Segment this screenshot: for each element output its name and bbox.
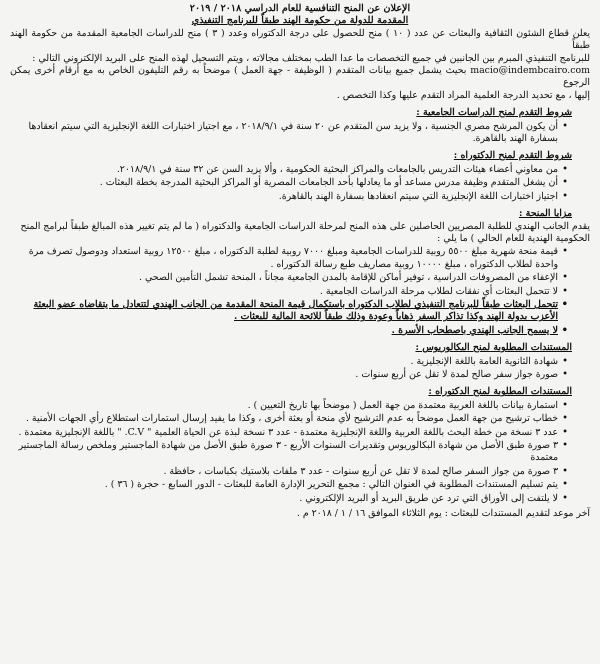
list-item: • أن يشغل المتقدم وظيفة مدرس مساعد أو ما يعادلها بأحد الجامعات المصرية أو المراكز البحثية المدرجة بخطة البعثات . (10, 177, 568, 189)
list-item: • تتحمل البعثات طبقاً للبرنامج التنفيذي لطلاب الدكتوراه باستكمال قيمة المنحة المقدمة من الجانب الهندي لتتعادل ما يتقاضاه عضو البعثة الأعزب بدولة الهند وكذا تذاكر السفر ذهاباً وعودة وذلك طبقاً للائحة المالية للبعثات . (10, 299, 568, 324)
contact-email[interactable]: macio@indembcairo.com (470, 65, 590, 77)
list-item: • اجتياز اختبارات اللغة الإنجليزية التي سيتم انعقادها بسفارة الهند بالقاهرة. (10, 191, 568, 203)
benefits-heading: مزايا المنحة : (518, 208, 572, 220)
benefits-intro: الحكومية الهندية للعام الحالي ) ما يلي : (437, 232, 590, 244)
intro-paragraph (10, 28, 590, 102)
phd-docs-heading: المستندات المطلوبة لمنح الدكتوراه : (428, 386, 572, 398)
list-item: • قيمة منحة شهرية مبلغ ٥٥٠٠ روبية للدراسات الجامعية ومبلغ ٧٠٠٠ روبية لطلبة الدكتوراه ، مبلغ ١٢٥٠٠ روبية استعداد ودوصول تصرف مرة واحدة لطلاب الدكتوراه ، مبلغ ١٠٠٠٠ روبية مصاريف طبع رسالة الدكتوراه . (10, 246, 568, 271)
list-item: • ٣ صورة من جواز السفر صالح لمدة لا تقل عن أربع سنوات - عدد ٣ ملفات بلاستيك بكباسات ، حافظة . (10, 466, 568, 478)
intro-line-text: بحيث يشمل جميع بيانات المتقدم ( الوظيفة - جهة العمل ) موضحاً به رقم التليفون الخاص به مع أرقام أخرى يمكن الرجوع (10, 65, 590, 89)
list-item: • الإعفاء من المصروفات الدراسية ، توفير أماكن للإقامة بالمدن الجامعية مجاناً ، المنحة تشمل التأمين الصحي . (10, 272, 568, 284)
benefits-list (10, 246, 590, 337)
undergrad-docs-list (10, 356, 590, 382)
list-item: • يتم تسليم المستندات المطلوبة في العنوان التالي : مجمع التحرير الإدارة العامة للبعثات - الدور السابع - حجرة ( ٣٦ ) . (10, 479, 568, 491)
benefits-intro: يقدم الجانب الهندي للطلبة المصريين الحاصلين على هذه المنح لمرحلة الدراسات الجامعية والدكتوراه ( ما لم يتم تغيير هذه المبالغ طبقاً لبرامج المنح (20, 220, 590, 232)
intro-line (10, 65, 590, 90)
list-item: • لا يلتفت إلى الأوراق التي ترد عن طريق البريد أو البريد الإلكتروني . (10, 493, 568, 505)
phd-conditions-list (10, 164, 590, 203)
list-item: • خطاب ترشيح من جهة العمل موضحاً به عدم الترشيح لأي منحة أو بعثة أخرى ، وكذا ما يفيد إرسال استمارات استطلاع رأي الجهات الأمنية . (10, 413, 568, 425)
undergrad-docs-heading: المستندات المطلوبة لمنح البكالوريوس : (415, 342, 572, 354)
list-item: • عدد ٣ نسخة من خطة البحث باللغة العربية واللغة الإنجليزية معتمدة - عدد ٣ نسخة لبذة عن الحياة العلمية " C.V. " باللغة الإنجليزية معتمدة . (10, 427, 568, 439)
list-item: • ٣ صورة طبق الأصل من شهادة البكالوريوس وتقديرات السنوات الأربع - ٣ صورة طبق الأصل من شهادة الماجستير وملخص رسالة الماجستير معتمدة (10, 440, 568, 465)
phd-docs-list (10, 400, 590, 505)
list-item: • من معاوني أعضاء هيئات التدريس بالجامعات والمراكز البحثية الحكومية ، وألا يزيد السن عن ٣٢ سنة في ٢٠١٨/٩/١. (10, 164, 568, 176)
undergrad-conditions-heading: شروط التقدم لمنح الدراسات الجامعية : (416, 107, 572, 119)
list-item: • لا تتحمل البعثات أي نفقات لطلاب مرحلة الدراسات الجامعية . (10, 286, 568, 298)
page-title: الإعلان عن المنح التنافسية للعام الدراسي ٢٠١٨ / ٢٠١٩ (189, 3, 411, 14)
intro-line: للبرنامج التنفيذي المبرم بين الجانبين في جميع التخصصات ما عدا الطب بمختلف مجالاته ، ويتم التسجيل لهذه المنح على البريد الإلكتروني التالي : (32, 52, 590, 64)
list-item: • لا يسمح الجانب الهندي باصطحاب الأسرة . (10, 325, 568, 337)
intro-line: يعلن قطاع الشئون الثقافية والبعثات عن عدد ( ١٠ ) منح للحصول على درجة الدكتوراه وعدد ( ٣ ) منح للدراسات الجامعية المقدمة من حكومة الهند طبقاً (10, 27, 590, 52)
undergrad-conditions-list (10, 121, 590, 146)
list-item: • صورة جواز سفر صالح لمدة لا تقل عن أربع سنوات . (10, 369, 568, 381)
phd-conditions-heading: شروط التقدم لمنح الدكتوراه : (453, 150, 572, 162)
list-item: • شهادة الثانوية العامة باللغة الإنجليزية . (10, 356, 568, 368)
list-item: • استمارة بيانات باللغة العربية معتمدة من جهة العمل ( موضحاً بها تاريخ التعيين ) . (10, 400, 568, 412)
intro-line: إليها ، مع تحديد الدرجة العلمية المراد التقدم عليها وكذا التخصص . (336, 89, 590, 101)
deadline-note: آخر موعد لتقديم المستندات للبعثات : يوم الثلاثاء الموافق ١٦ / ١ / ٢٠١٨ م . (296, 508, 590, 520)
list-item: • أن يكون المرشح مصري الجنسية ، ولا يزيد سن المتقدم عن ٢٠ سنة في ٢٠١٨/٩/١ ، مع اجتياز اختبارات اللغة الإنجليزية التي سيتم انعقادها بسفارة الهند بالقاهرة. (10, 121, 568, 146)
page-subtitle: المقدمة للدولة من حكومة الهند طبقاً للبرنامج التنفيذي (191, 15, 409, 27)
